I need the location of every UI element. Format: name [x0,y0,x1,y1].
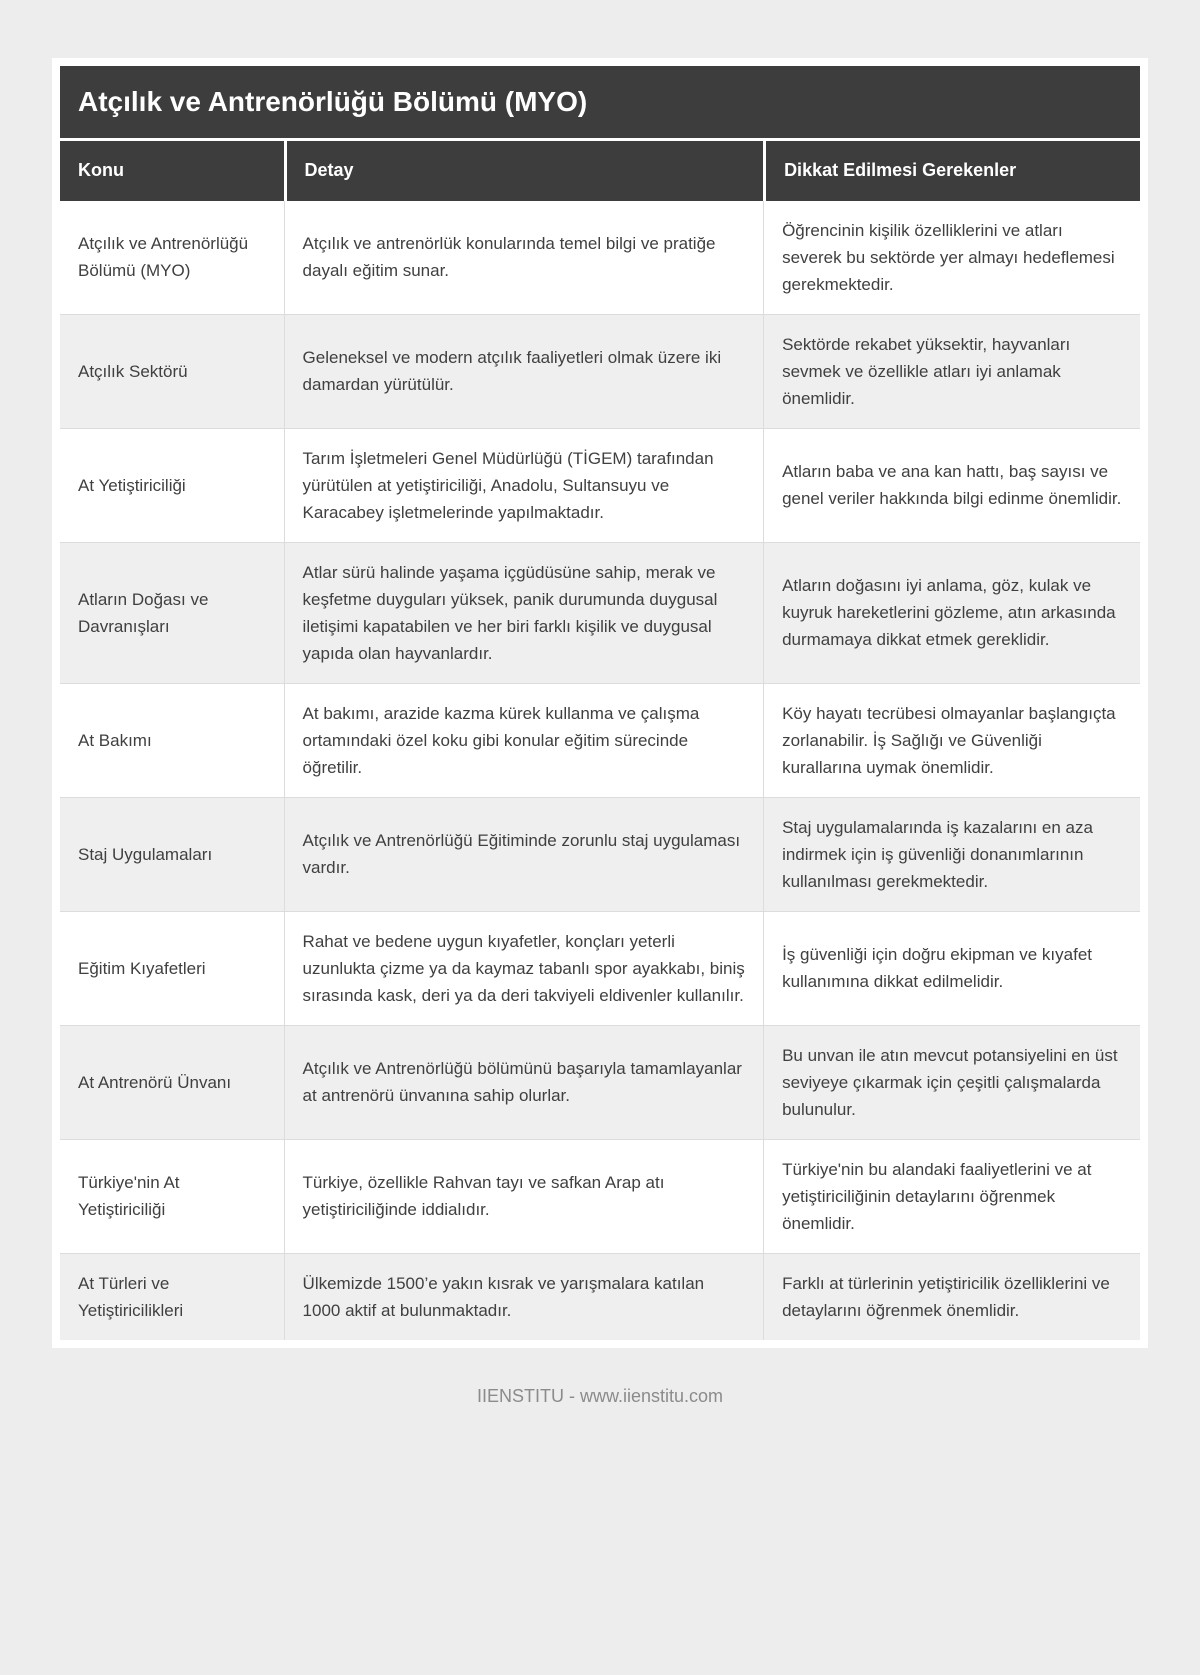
cell-dikkat: Staj uygulamalarında iş kazalarını en aza indirmek için iş güvenliği donanımlarının kullanılması gerekmektedir. [763,797,1140,911]
cell-konu: Atların Doğası ve Davranışları [60,542,284,683]
cell-konu: Atçılık Sektörü [60,314,284,428]
cell-konu: At Yetiştiriciliği [60,428,284,542]
table-row [60,797,1140,911]
cell-konu: At Antrenörü Ünvanı [60,1025,284,1139]
cell-detay: Atçılık ve Antrenörlüğü Eğitiminde zorunlu staj uygulaması vardır. [284,797,764,911]
table-row [60,542,1140,683]
table-row [60,1025,1140,1139]
cell-konu: At Türleri ve Yetiştiricilikleri [60,1253,284,1340]
cell-dikkat: Bu unvan ile atın mevcut potansiyelini en üst seviyeye çıkarmak için çeşitli çalışmalarda bulunulur. [763,1025,1140,1139]
footer-text: IIENSTITU - www.iienstitu.com [476,1385,724,1406]
cell-detay: At bakımı, arazide kazma kürek kullanma ve çalışma ortamındaki özel koku gibi konular eğitim sürecinde öğretilir. [284,683,764,797]
table-row [60,428,1140,542]
cell-konu: Türkiye'nin At Yetiştiriciliği [60,1139,284,1253]
table-row [60,911,1140,1025]
cell-dikkat: Sektörde rekabet yüksektir, hayvanları sevmek ve özellikle atları iyi anlamak önemlidir. [763,314,1140,428]
column-header-detay: Detay [284,141,764,200]
header-row [60,141,1140,200]
table-row [60,1253,1140,1340]
cell-detay: Atçılık ve Antrenörlüğü bölümünü başarıyla tamamlayanlar at antrenörü ünvanına sahip olurlar. [284,1025,764,1139]
content-card [52,58,1148,1348]
cell-dikkat: Atların doğasını iyi anlama, göz, kulak ve kuyruk hareketlerini gözleme, atın arkasında durmamaya dikkat etmek gereklidir. [763,542,1140,683]
table-row [60,1139,1140,1253]
cell-dikkat: Öğrencinin kişilik özelliklerini ve atları severek bu sektörde yer almayı hedeflemesi gerekmektedir. [763,201,1140,314]
cell-konu: At Bakımı [60,683,284,797]
cell-detay: Tarım İşletmeleri Genel Müdürlüğü (TİGEM) tarafından yürütülen at yetiştiriciliği, Anadolu, Sultansuyu ve Karacabey işletmelerinde yapılmaktadır. [284,428,764,542]
info-table [60,141,1140,1339]
cell-dikkat: Atların baba ve ana kan hattı, baş sayısı ve genel veriler hakkında bilgi edinme önemlidir. [763,428,1140,542]
column-header-dikkat: Dikkat Edilmesi Gerekenler [763,141,1140,200]
cell-konu: Atçılık ve Antrenörlüğü Bölümü (MYO) [78,234,249,281]
table-row [60,314,1140,428]
cell-detay: Türkiye, özellikle Rahvan tayı ve safkan Arap atı yetiştiriciliğinde iddialıdır. [284,1139,764,1253]
page-title: Atçılık ve Antrenörlüğü Bölümü (MYO) [60,66,1140,138]
cell-dikkat: Farklı at türlerinin yetiştiricilik özelliklerini ve detaylarını öğrenmek önemlidir. [763,1253,1140,1340]
cell-detay: Geleneksel ve modern atçılık faaliyetleri olmak üzere iki damardan yürütülür. [284,314,764,428]
cell-detay: Atlar sürü halinde yaşama içgüdüsüne sahip, merak ve keşfetme duyguları yüksek, panik durumunda duygusal iletişimi kapatabilen ve her biri farklı kişilik ve duygusal yapıda olan hayvanlardır. [284,542,764,683]
table-row [60,683,1140,797]
cell-detay: Ülkemizde 1500’e yakın kısrak ve yarışmalara katılan 1000 aktif at bulunmaktadır. [284,1253,764,1340]
cell-konu: Staj Uygulamaları [60,797,284,911]
cell-detay: Rahat ve bedene uygun kıyafetler, konçları yeterli uzunlukta çizme ya da kaymaz tabanlı spor ayakkabı, biniş sırasında kask, deri ya da deri takviyeli eldivenler kullanılır. [284,911,764,1025]
column-header-konu: Konu [60,141,284,200]
cell-konu: Eğitim Kıyafetleri [60,911,284,1025]
cell-dikkat: Köy hayatı tecrübesi olmayanlar başlangıçta zorlanabilir. İş Sağlığı ve Güvenliği kurallarına uymak önemlidir. [763,683,1140,797]
cell-detay: Atçılık ve antrenörlük konularında temel bilgi ve pratiğe dayalı eğitim sunar. [284,201,764,314]
table-row [60,201,1140,314]
cell-dikkat: Türkiye'nin bu alandaki faaliyetlerini ve at yetiştiriciliğinin detaylarını öğrenmek önemlidir. [763,1139,1140,1253]
cell-dikkat: İş güvenliği için doğru ekipman ve kıyafet kullanımına dikkat edilmelidir. [763,911,1140,1025]
